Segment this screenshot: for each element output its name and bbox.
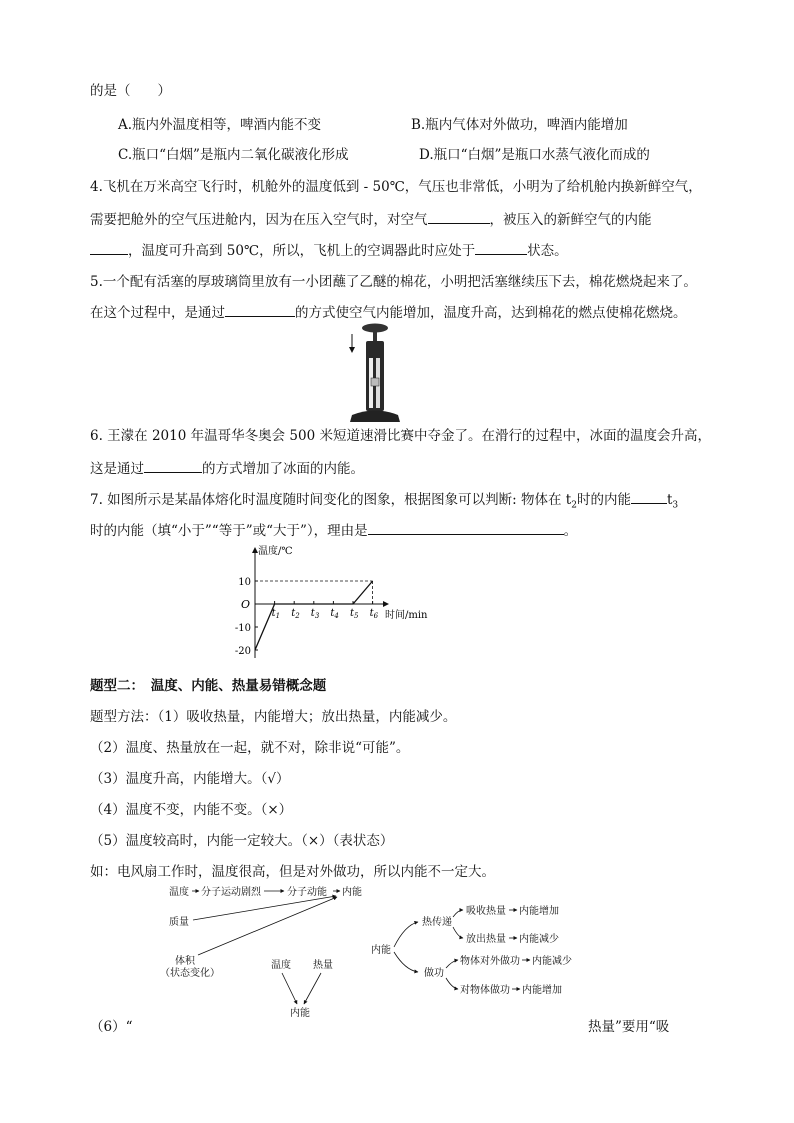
diag2-energy-decrease-2: 内能减少 (532, 956, 572, 967)
diag-internal-energy-2: 内能 (290, 1008, 310, 1019)
q4-line1: 4.飞机在万米高空飞行时，机舱外的温度低到 - 50℃，气压也非常低，小明为了给机舱内换新鲜空气， (90, 179, 702, 195)
q4-line2 (90, 209, 652, 229)
diag-heat: 热量 (313, 960, 333, 971)
diag2-release-heat: 放出热量 (466, 934, 506, 945)
q3-option-d: D.瓶口“白烟”是瓶口水蒸气液化而成的 (419, 147, 650, 163)
piston-cylinder-figure (340, 320, 410, 424)
diag2-work: 做功 (424, 968, 444, 979)
q6-line2-b: 的方式增加了冰面的内能。 (202, 461, 364, 477)
diag2-body-does-work: 物体对外做功 (460, 956, 520, 967)
diag2-energy-decrease: 内能减少 (519, 934, 559, 945)
x-tick-label-3: $t_4$ (330, 608, 339, 620)
q7-line2-a: 时的内能（填“小于”“等于”或“大于”），理由是 (90, 523, 368, 539)
q5-line2-b: 的方式使空气内能增加，温度升高，达到棉花的燃点使棉花燃烧。 (295, 305, 687, 321)
q5-line1: 5.一个配有活塞的厚玻璃筒里放有一小团蘸了乙醚的棉花，小明把活塞继续压下去，棉花燃烧起来了。 (90, 274, 697, 290)
concept-diagrams (0, 880, 794, 1025)
q4-blank-2[interactable] (90, 240, 128, 255)
y-axis-label: 温度/℃ (258, 546, 293, 557)
q5-line2 (90, 302, 687, 322)
q3-option-b: B.瓶内气体对外做功，啤酒内能增加 (411, 117, 628, 133)
q4-line3-a: ，温度可升高到 50℃，所以，飞机上的空调器此时应处于 (128, 243, 476, 259)
q6-line2-a: 这是通过 (90, 461, 144, 477)
q4-line2-b: ，被压入的新鲜空气的内能 (489, 212, 652, 228)
item6-right: 热量”要用“吸 (588, 1019, 670, 1035)
diag2-work-on-body: 对物体做功 (460, 985, 510, 996)
x-tick-label-2: $t_3$ (310, 608, 320, 620)
x-axis-label: 时间/min (385, 610, 428, 621)
diag2-absorb-heat: 吸收热量 (466, 906, 506, 917)
q4-blank-1[interactable] (428, 209, 490, 224)
q7-blank-2[interactable] (368, 520, 564, 535)
q4-line3-b: 状态。 (527, 243, 568, 259)
q6-line1: 6. 王濛在 2010 年温哥华冬奥会 500 米短道速滑比赛中夺金了。在滑行的过程中，冰面的温度会升高， (90, 428, 711, 444)
diag2-heat-transfer: 热传递 (422, 917, 452, 928)
diag2-energy-increase: 内能增加 (519, 906, 559, 917)
x-tick-label-1: $t_2$ (291, 608, 300, 620)
q7-line1-a: 7. 如图所示是某晶体熔化时温度随时间变化的图象，根据图象可以判断: 物体在 t (90, 492, 572, 508)
melting-chart (220, 540, 440, 665)
diag-temp-2: 温度 (271, 960, 291, 971)
q6-blank[interactable] (144, 458, 202, 473)
y-tick-label-1: -10 (234, 623, 251, 634)
q6-line2 (90, 458, 364, 478)
y-tick-label-2: -20 (234, 646, 251, 657)
diag-state-change: （状态变化） (160, 968, 220, 979)
q4-blank-3[interactable] (475, 240, 527, 255)
diag-mass: 质量 (169, 917, 189, 928)
x-tick-label-0: $t_1$ (271, 608, 281, 620)
diag-internal-energy: 内能 (342, 887, 362, 898)
q7-sub-3: 3 (672, 500, 679, 511)
q3-tail: 的是（ ） (90, 83, 171, 99)
q3-option-a: A.瓶内外温度相等，啤酒内能不变 (118, 117, 322, 133)
method-1: 题型方法：（1）吸收热量，内能增大；放出热量，内能减少。 (90, 709, 457, 725)
diag2-energy-increase-2: 内能增加 (522, 985, 562, 996)
x-tick-label-4: $t_5$ (350, 608, 359, 620)
q7-sub-2: 2 (571, 500, 577, 511)
item6-left: （6）“ (90, 1019, 133, 1035)
q4-line3 (90, 240, 568, 260)
q7-line2-b: 。 (563, 523, 578, 539)
q5-blank[interactable] (225, 302, 295, 317)
method-3: （3）温度升高，内能增大。（√） (90, 771, 290, 787)
diag-motion: 分子运动剧烈 (201, 887, 261, 898)
diag2-internal-energy: 内能 (371, 945, 391, 956)
method-2: （2）温度、热量放在一起，就不对，除非说“可能”。 (90, 740, 410, 756)
q4-line2-a: 需要把舱外的空气压进舱内，因为在压入空气时，对空气 (90, 212, 428, 228)
diag-kinetic: 分子动能 (287, 887, 327, 898)
q7-blank-1[interactable] (631, 489, 667, 504)
x-tick-label-5: $t_6$ (369, 608, 379, 620)
q7-line1-b: 时的内能 (576, 492, 631, 508)
q3-option-c: C.瓶口“白烟”是瓶内二氧化碳液化形成 (118, 147, 349, 163)
method-5: （5）温度较高时，内能一定较大。（×）（表状态） (90, 833, 394, 849)
q7-line1-c: t (666, 492, 673, 508)
origin-label: O (241, 598, 251, 611)
diag-volume: 体积 (175, 956, 195, 967)
method-4: （4）温度不变，内能不变。（×） (90, 802, 293, 818)
section2-title: 题型二： 温度、内能、热量易错概念题 (90, 678, 327, 694)
example-line: 如：电风扇工作时，温度很高，但是对外做功，所以内能不一定大。 (90, 864, 495, 880)
q7-line1 (90, 489, 678, 515)
q7-line2 (90, 520, 577, 540)
y-tick-label-0: 10 (238, 577, 251, 588)
q5-line2-a: 在这个过程中，是通过 (90, 305, 225, 321)
diag-temp: 温度 (169, 887, 189, 898)
